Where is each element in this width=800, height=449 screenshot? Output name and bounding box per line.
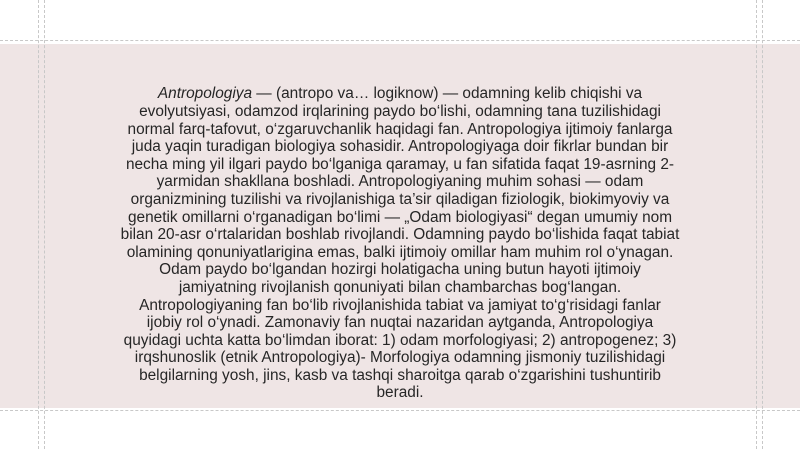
bottom-margin-band — [0, 408, 800, 449]
vertical-guide-line — [44, 0, 45, 449]
horizontal-guide-line — [0, 40, 800, 41]
term-heading: Antropologiya — [157, 85, 253, 103]
slide-body-text — [120, 85, 680, 402]
vertical-guide-line — [762, 0, 763, 449]
top-margin-band — [0, 0, 800, 44]
vertical-guide-line — [756, 0, 757, 449]
horizontal-guide-line — [0, 410, 800, 411]
vertical-guide-line — [38, 0, 39, 449]
definition-text: — (antropo va… logiknow) — odamning kelib chiqishi va evolyutsiyasi, odamzod irqlarining paydo bo‘lishi, odamning tana tuzilishidagi normal farq-tafovut, o‘zgaruvchanlik haqidagi fan. Antropologiya ijtimoiy fanlarga juda yaqin turadigan biologiya sohasidir. Antropologiyaga doir fikrlar bundan bir necha ming yil ilgari paydo bo‘lganiga qaramay, u fan sifatida faqat 19-asrning 2-yarmidan shakllana boshladi. Antropologiyaning muhim sohasi — odam organizmining tuzilishi va rivojlanishiga ta’sir qiladigan fiziologik, biokimyoviy va genetik omillarni o‘rganadigan bo‘limi — „Odam biologiyasi“ degan umumiy nom bilan 20-asr o‘rtalaridan boshlab rivojlandi. Odamning paydo bo‘lishida faqat tabiat olamining qonuniyatlarigina emas, balki ijtimoiy omillar ham muhim rol o‘ynagan. Odam paydo bo‘lgandan hozirgi holatigacha uning butun hayoti ijtimoiy jamiyatning rivojlanish qonuniyati bilan chambarchas bog‘langan. Antropologiyaning fan bo‘lib rivojlanishida tabiat va jamiyat to‘g‘risidagi fanlar ijobiy rol o‘ynadi. Zamonaviy fan nuqtai nazaridan aytganda, Antropologiya quyidagi uchta katta bo‘limdan iborat: 1) odam morfologiyasi; 2) antropogenez; 3) irqshunoslik (etnik Antropologiya)- Morfologiya odamning jismoniy tuzilishidagi belgilarning yosh, jins, kasb va tashqi sharoitga qarab o‘zgarishini tushuntirib beradi. — [120, 85, 680, 402]
